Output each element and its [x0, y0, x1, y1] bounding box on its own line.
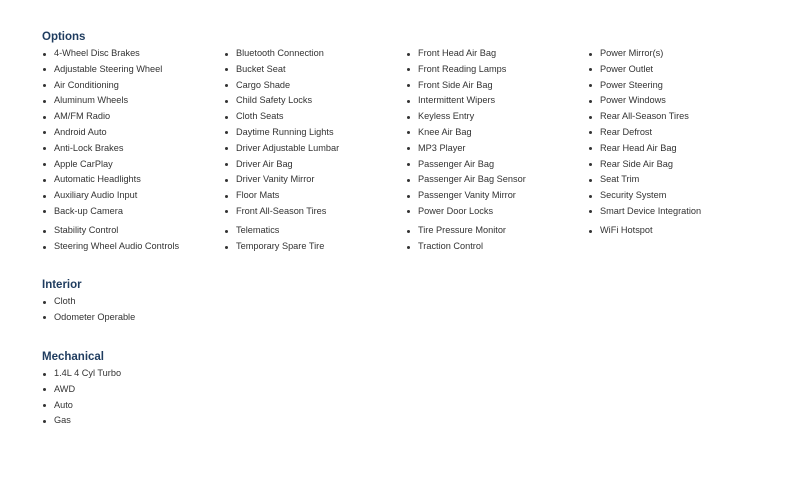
- list-item: Android Auto: [42, 125, 224, 141]
- list-item: Knee Air Bag: [406, 125, 588, 141]
- list-item: Daytime Running Lights: [224, 125, 406, 141]
- options-heading: Options: [42, 31, 86, 43]
- mechanical-section: [42, 350, 782, 429]
- interior-list: [42, 294, 224, 326]
- list-item: Floor Mats: [224, 188, 406, 204]
- list-item: Apple CarPlay: [42, 157, 224, 173]
- list-item: MP3 Player: [406, 141, 588, 157]
- list-item: Power Outlet: [588, 62, 770, 78]
- list-item: Gas: [42, 413, 224, 429]
- list-item: Aluminum Wheels: [42, 93, 224, 109]
- list-item: Seat Trim: [588, 172, 770, 188]
- options-column-4: [588, 46, 770, 255]
- interior-section: [42, 278, 782, 326]
- list-item: Driver Air Bag: [224, 157, 406, 173]
- list-item: Automatic Headlights: [42, 172, 224, 188]
- list-item: Front Reading Lamps: [406, 62, 588, 78]
- list-item: Bluetooth Connection: [224, 46, 406, 62]
- mechanical-list: [42, 366, 224, 429]
- interior-heading: Interior: [42, 279, 82, 291]
- list-item: Bucket Seat: [224, 62, 406, 78]
- list-item: Rear Defrost: [588, 125, 770, 141]
- list-item: Front Side Air Bag: [406, 78, 588, 94]
- list-item: Telematics: [224, 223, 406, 239]
- list-item: Driver Vanity Mirror: [224, 172, 406, 188]
- list-item: Power Windows: [588, 93, 770, 109]
- list-item: Keyless Entry: [406, 109, 588, 125]
- list-item: Temporary Spare Tire: [224, 239, 406, 255]
- options-columns: [42, 46, 782, 255]
- list-item: Intermittent Wipers: [406, 93, 588, 109]
- list-item: Air Conditioning: [42, 78, 224, 94]
- list-item: Cloth Seats: [224, 109, 406, 125]
- list-item: Cloth: [42, 294, 224, 310]
- list-item: Power Steering: [588, 78, 770, 94]
- list-item: Child Safety Locks: [224, 93, 406, 109]
- list-item: Steering Wheel Audio Controls: [42, 239, 224, 255]
- list-item: AWD: [42, 382, 224, 398]
- list-item: Cargo Shade: [224, 78, 406, 94]
- list-item: Driver Adjustable Lumbar: [224, 141, 406, 157]
- list-item: Traction Control: [406, 239, 588, 255]
- list-item: Odometer Operable: [42, 310, 224, 326]
- options-column-1: [42, 46, 224, 255]
- options-section: [42, 30, 782, 255]
- list-item: Auto: [42, 398, 224, 414]
- mechanical-heading: Mechanical: [42, 351, 104, 363]
- list-item: Back-up Camera: [42, 204, 224, 220]
- list-item: Passenger Air Bag Sensor: [406, 172, 588, 188]
- list-item: Front All-Season Tires: [224, 204, 406, 220]
- list-item: Rear Side Air Bag: [588, 157, 770, 173]
- list-item: 1.4L 4 Cyl Turbo: [42, 366, 224, 382]
- list-item: Anti-Lock Brakes: [42, 141, 224, 157]
- list-item: Rear All-Season Tires: [588, 109, 770, 125]
- list-item: Power Door Locks: [406, 204, 588, 220]
- list-item: Front Head Air Bag: [406, 46, 588, 62]
- list-item: Auxiliary Audio Input: [42, 188, 224, 204]
- list-item: 4-Wheel Disc Brakes: [42, 46, 224, 62]
- list-item: Smart Device Integration: [588, 204, 770, 220]
- list-item: Power Mirror(s): [588, 46, 770, 62]
- list-item: Stability Control: [42, 223, 224, 239]
- list-item: Security System: [588, 188, 770, 204]
- list-item: Adjustable Steering Wheel: [42, 62, 224, 78]
- list-item: AM/FM Radio: [42, 109, 224, 125]
- list-item: Passenger Air Bag: [406, 157, 588, 173]
- list-item: Passenger Vanity Mirror: [406, 188, 588, 204]
- list-item: WiFi Hotspot: [588, 223, 770, 239]
- options-column-2: [224, 46, 406, 255]
- list-item: Tire Pressure Monitor: [406, 223, 588, 239]
- options-column-3: [406, 46, 588, 255]
- list-item: Rear Head Air Bag: [588, 141, 770, 157]
